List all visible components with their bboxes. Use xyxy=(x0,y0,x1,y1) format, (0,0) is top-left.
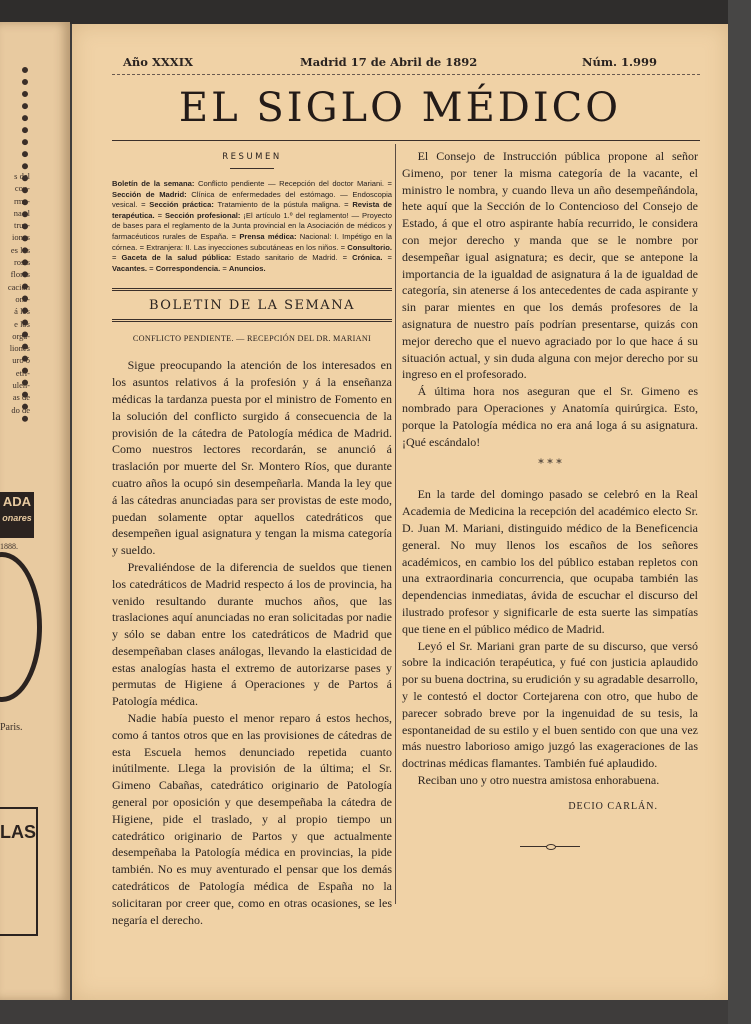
adjacent-text-fragment: liones xyxy=(9,343,30,354)
badge-top-text: ADA xyxy=(2,494,32,509)
resumen-item-label: Correspondencia. xyxy=(155,263,221,273)
resumen-item-label: Sección de Madrid: xyxy=(112,189,187,199)
badge-year: 1888. xyxy=(0,542,18,551)
resumen-rule xyxy=(230,168,274,169)
scan-background-top xyxy=(0,0,751,24)
right-column xyxy=(402,148,698,847)
issue-year: Año XXXIX xyxy=(123,55,194,69)
author-signature: DECIO CARLÁN. xyxy=(568,800,658,812)
adjacent-page-strip xyxy=(0,22,70,1000)
newspaper-page xyxy=(72,24,728,1000)
right-paragraph: El Consejo de Instrucción pública propone al señor Gimeno, por tener la misma categoría de la vacante, el ministro le nombra, y cuando lleva un año desempeñándola, hete aquí que la Sección de lo Contencioso del Consejo de Estado, á que el otro aspirante había recurrido, le considera con mejor derecho y manda que se le nombre por desempeñar igual asignatura; es decir, que se antepone la importancia de la igualdad de asignatura á la de igualdad de categoría, sin atenerse á los antecedentes de cada aspirante y sin parar mientes en que los demás profesores de la asignatura de nuestro país podrían presentarse, quizás con mejor derecho que el nuevo agraciado por lo que hace á su situación actual, y sin duda alguna con mejor derecho por su ingreso en el profesorado. xyxy=(402,149,698,382)
issue-date: Madrid 17 de Abril de 1892 xyxy=(300,55,478,69)
adjacent-text-fragment: ulen- xyxy=(12,380,30,391)
adjacent-text-fragment: es los xyxy=(10,244,30,255)
adjacent-page-text xyxy=(0,170,30,416)
scan-background-right xyxy=(728,0,751,1024)
header-rule xyxy=(112,73,700,75)
resumen-item-text: Estado sanitario de Madrid. = xyxy=(231,253,353,263)
resumen-item-label: Anuncios. xyxy=(228,263,266,273)
resumen-summary xyxy=(112,179,392,274)
adjacent-text-fragment: uro ó xyxy=(12,355,30,366)
resumen-item-text: = xyxy=(112,253,122,263)
left-column xyxy=(112,146,392,928)
column-divider xyxy=(395,144,396,904)
adjacent-text-fragment: rme- xyxy=(13,195,30,206)
adjacent-text-fragment: rosis xyxy=(13,257,30,268)
right-paragraph: Reciban uno y otro nuestra amistosa enhorabuena. xyxy=(417,772,660,787)
oval-stamp-graphic xyxy=(0,552,42,702)
end-ornament xyxy=(520,846,580,847)
adjacent-page-badge xyxy=(0,492,34,538)
asterism-separator: * * * xyxy=(538,457,562,471)
adjacent-text-fragment: etri- xyxy=(15,367,30,378)
left-paragraph: Sigue preocupando la atención de los interesados en los asuntos relativos á la profesión y á la enseñanza médicas la tardanza puesta por el ministro de Fomento en la solución del conflicto surgido á consecuencia de la provisión de la cátedra de Patología médica de Madrid. Como nuestros lectores recordarán, se anunció á traslación por muerte del Sr. Montero Ríos, que durante cuatro años la ocupó sin desempeñarla. Manda la ley que á las cátedras anunciadas para ser provistas de este modo, puedan solamente optar aquellos catedráticos que desempeñen igual asignatura y tengan la misma categoría y sueldo. xyxy=(112,358,392,558)
adjacent-text-fragment: e los xyxy=(14,318,30,329)
paris-text: Paris. xyxy=(0,722,23,733)
resumen-item-text: = xyxy=(220,263,229,273)
adjacent-text-fragment: iones xyxy=(12,232,30,243)
adjacent-text-fragment: cación xyxy=(7,281,30,292)
section-title: BOLETIN DE LA SEMANA xyxy=(112,288,392,322)
resumen-item-label: Sección profesional: xyxy=(164,210,241,220)
resumen-item-label: Crónica. xyxy=(352,253,383,263)
masthead-title: EL SIGLO MÉDICO xyxy=(178,85,622,131)
adjacent-text-fragment: orga- xyxy=(12,330,30,341)
adjacent-text-fragment: cou- xyxy=(14,183,30,194)
resumen-item-label: Prensa médica: xyxy=(239,231,297,241)
article-subtitle: CONFLICTO PENDIENTE. — RECEPCIÓN DEL DR. MARIANI xyxy=(132,334,372,344)
advert-las-text: LAS xyxy=(0,822,36,842)
adjacent-text-fragment: do de xyxy=(11,404,30,415)
resumen-item-label: Revista de terapéutica. xyxy=(112,200,392,220)
adjacent-text-fragment: flores xyxy=(10,269,30,280)
adjacent-text-fragment: truc- xyxy=(13,220,30,231)
right-paragraph: En la tarde del domingo pasado se celebró en la Real Academia de Medicina la recepción del académico electo Sr. D. Juan M. Mariani, distinguido médico de la Beneficencia general. No muy llenos los escaños de los señores académicos, en cambio los del público estaban repletos con una extraordinaria concurrencia, que ocupaba también las dependencias inmediatas, ávida de escuchar el discurso del ilustrado profesor y significarle de esta suerte las simpatías que tiene en el público médico de Madrid. xyxy=(402,487,698,636)
resumen-item-text: = xyxy=(154,210,165,220)
masthead-rule xyxy=(112,140,700,141)
badge-bottom-text: onares xyxy=(2,513,32,523)
right-paragraph: Á última hora nos aseguran que el Sr. Gimeno es nombrado para Operaciones y Anatomía quirúrgica. Esto, porque la Patología médica no era aná loga á su asignatura. ¡Qué escándalo! xyxy=(402,384,698,449)
resumen-item-label: Sección práctica: xyxy=(149,200,214,210)
adjacent-text-fragment: na el xyxy=(13,207,30,218)
resumen-item-label: Boletín de la semana: xyxy=(112,179,195,188)
left-paragraph: Nadie había puesto el menor reparo á estos hechos, como á tantos otros que en las provisiones de cátedras de esta Escuela hemos denunciado repetida cuanto inútilmente. Llega la provisión de la última; el Sr. Gimeno Cabañas, catedrático originario de Patología general por oposición y que desempeñaba la cátedra de Higiene, pide el traslado, y al propio tiempo un catedrático originario de Partos y que actualmente desempeñaba la Patología médica en provincias, la pide también. No es muy aventurado el pensar que los demás catedráticos de Patología médica de España no la solicitaran por creer que, como en otras ocasiones, se les negaría el derecho. xyxy=(112,711,392,927)
resumen-item-text: = xyxy=(382,253,392,263)
resumen-item-text: ¡El artículo 1.º del reglamento! — Proyecto de bases para el reglamento de la Junta provincial en la Asociación de médicos y farmacéuticos rurales de España. = xyxy=(112,210,393,241)
adjacent-text-fragment: ons- xyxy=(15,293,30,304)
adjacent-text-fragment: as de xyxy=(12,392,30,403)
adjacent-text-fragment: s del xyxy=(14,171,30,181)
resumen-item-text: Nacional: I. Impétigo en la córnea. = Extranjera: II. Las inyecciones subcutáneas en los niños. = xyxy=(112,231,392,252)
left-paragraph: Prevaliéndose de la diferencia de sueldos que tienen los catedráticos de Madrid respecto á los de provincia, ha venido resultando durante muchos años, que las traslaciones aquí anunciadas no eran solicitadas por nadie y sólo se daban entre los catedráticos de Madrid que desempeñaban clases análogas, llevando la elasticidad de estas analogías hasta el extremo de autorizarse pases y permutas de Higiene á Operaciones y de Partos á Patología médica. xyxy=(112,559,392,709)
resumen-title: RESUMEN xyxy=(222,152,282,162)
resumen-item-label: Vacantes. xyxy=(112,263,148,273)
adjacent-text-fragment: á los xyxy=(14,306,30,317)
resumen-item-text: Conflicto pendiente — Recepción del doctor Mariani. = xyxy=(194,179,392,188)
right-paragraph: Leyó el Sr. Mariani gran parte de su discurso, que versó sobre la indicación terapéutica, y fué con justicia aplaudido por su buena doctrina, su erudición y su agradable desarrollo, y le contestó el doctor Cortejarena con otro, que hubo de parecer sobrado breve por la ingenuidad de su tesis, la espontaneidad de su estilo y el buen sentido con que una vez más nuestro laborioso amigo juzgó las exageraciones de las doctrinas médicas flamantes. También fué aplaudido. xyxy=(402,638,698,771)
resumen-item-text: Clínica de enfermedades del estómago. — Endoscopia vesical. = xyxy=(112,189,392,210)
resumen-item-label: Consultorio. xyxy=(347,242,392,252)
resumen-item-text: Tratamiento de la pústula maligna. = xyxy=(213,200,353,210)
resumen-item-text: = xyxy=(147,263,156,273)
resumen-item-label: Gaceta de la salud pública: xyxy=(121,253,232,263)
issue-number: Núm. 1.999 xyxy=(582,55,658,69)
